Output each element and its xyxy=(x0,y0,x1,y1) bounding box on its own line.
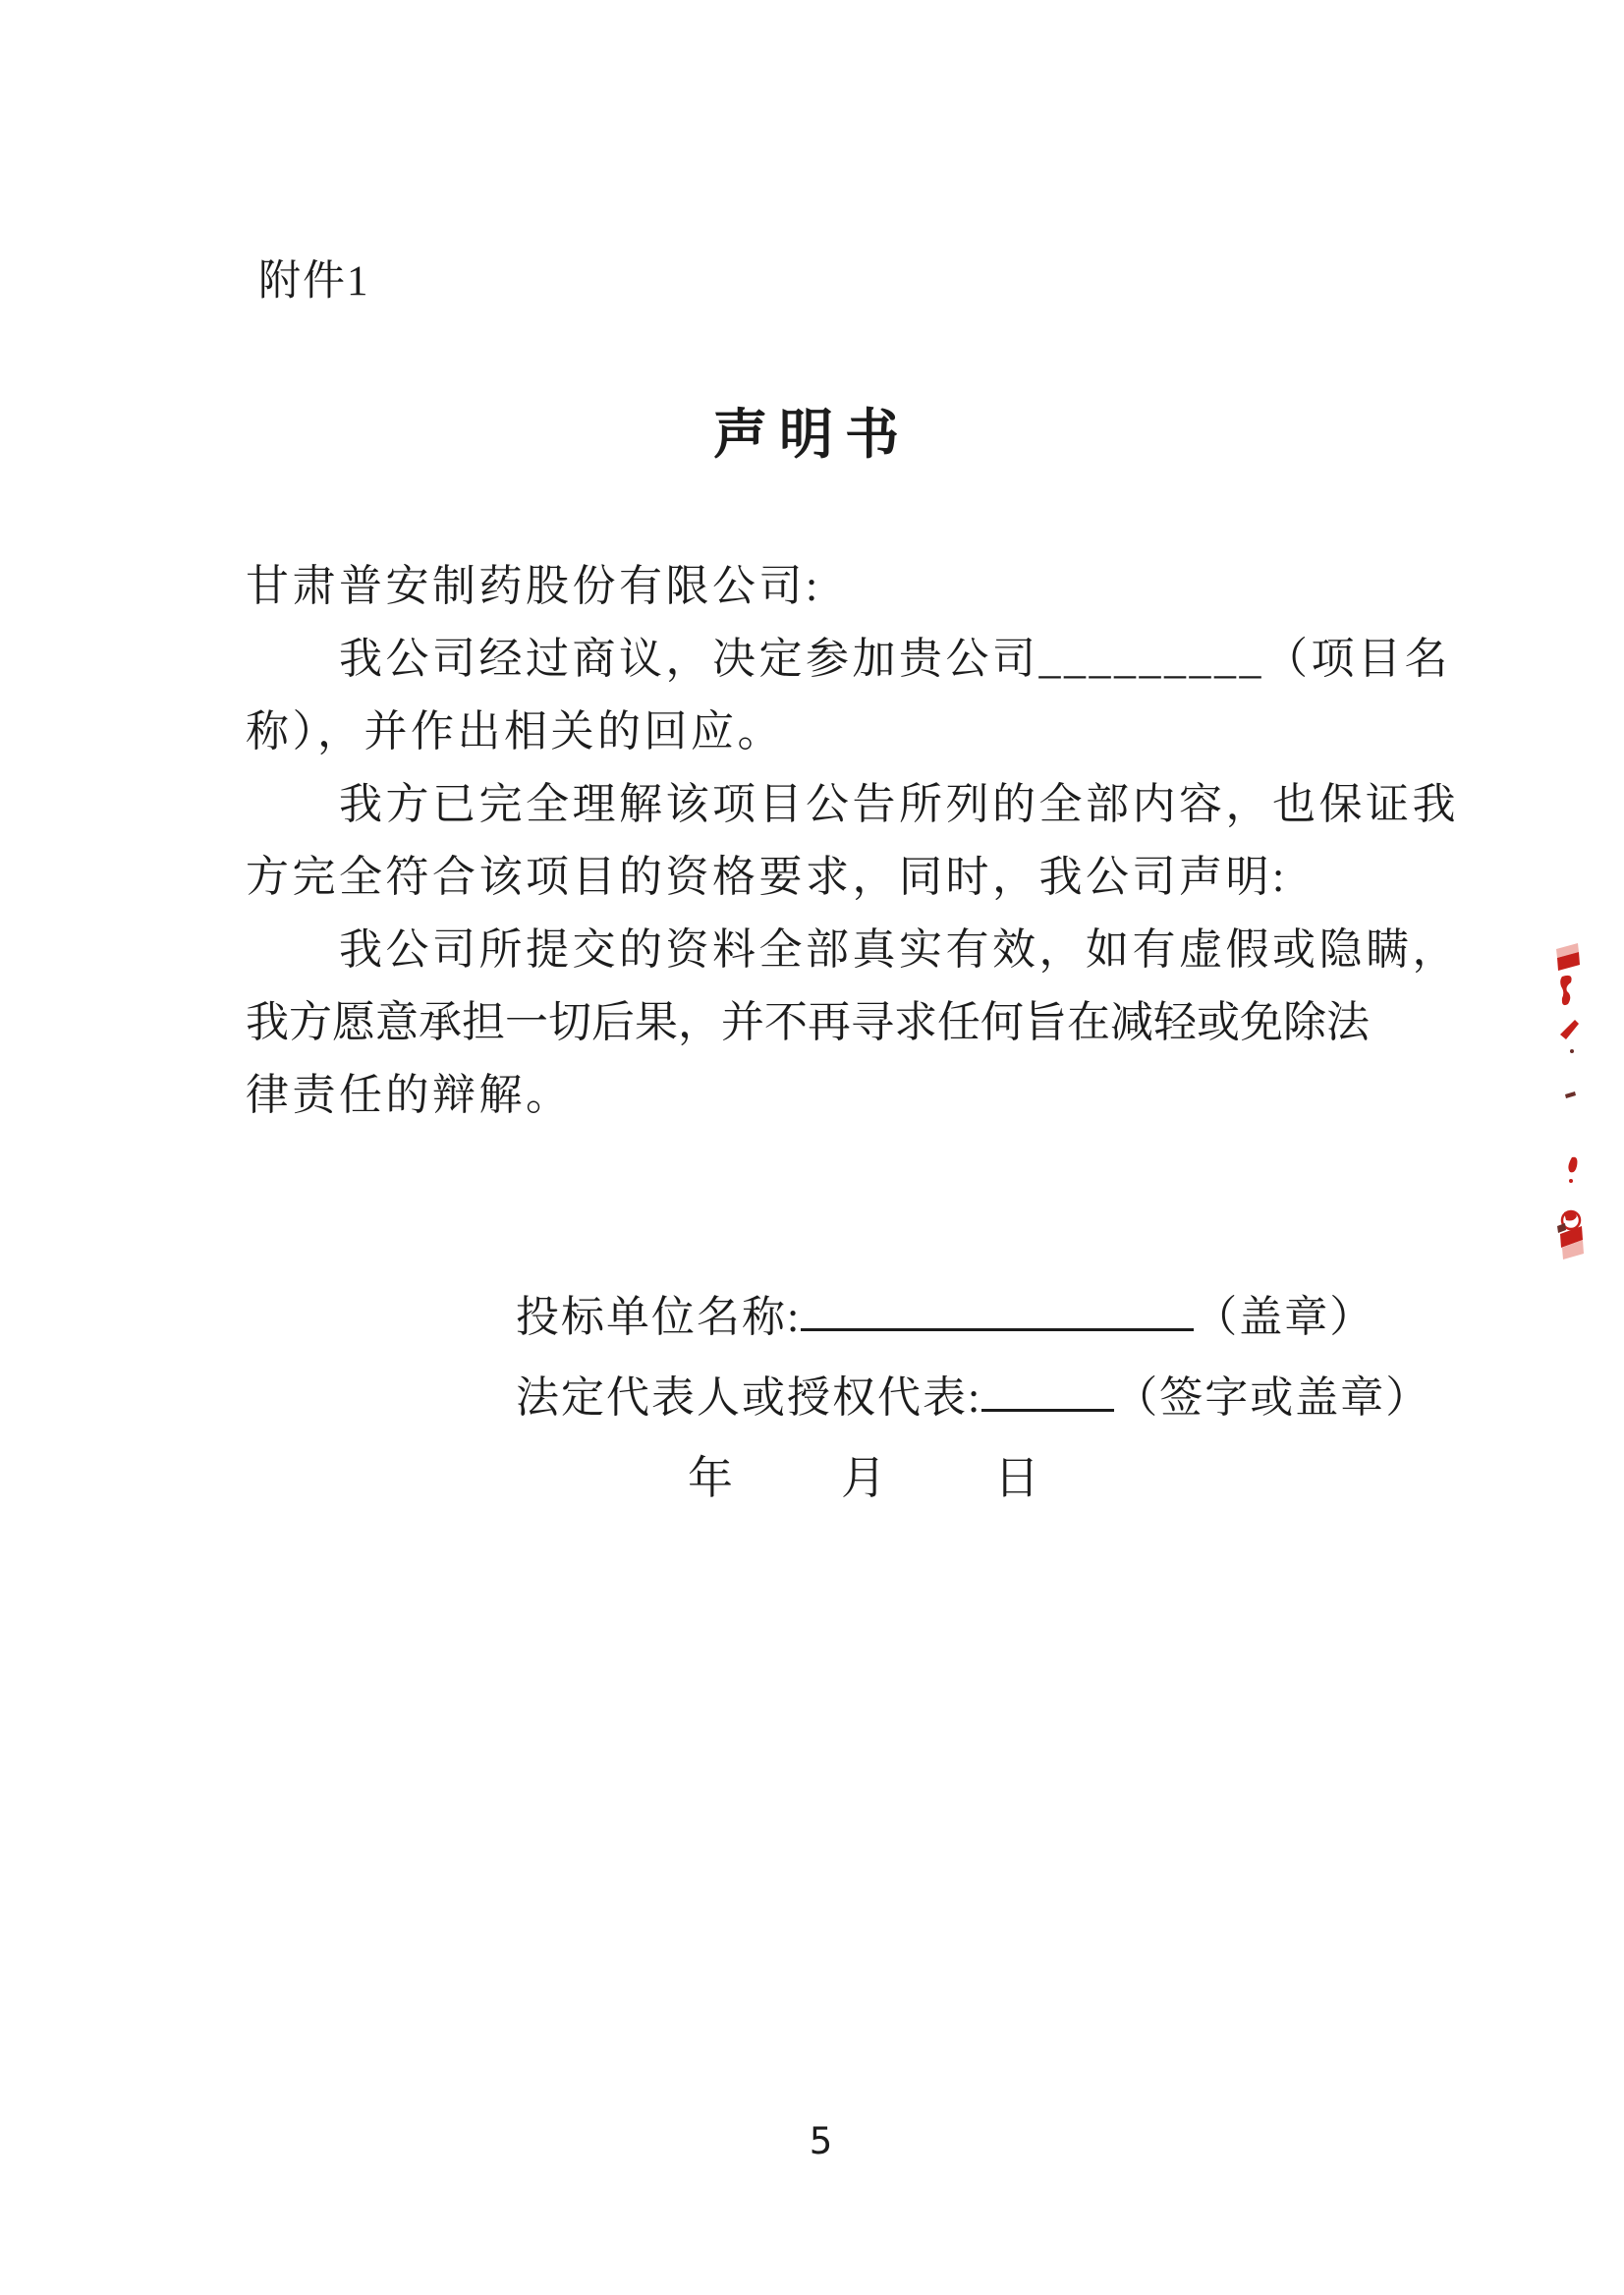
bid-unit-label: 投标单位名称: xyxy=(516,1293,802,1341)
body-line-3: 称），并作出相关的回应。 xyxy=(246,707,784,756)
representative-label: 法定代表人或授权代表: xyxy=(516,1373,982,1422)
sign-or-seal-note: （签字或盖章） xyxy=(1114,1373,1431,1422)
body-line-2: 我公司经过商议，决定参加贵公司_________（项目名 xyxy=(339,635,1451,683)
body-line-recipient: 甘肃普安制药股份有限公司: xyxy=(246,562,821,610)
page-number: 5 xyxy=(809,2120,833,2162)
body-line-5: 方完全符合该项目的资格要求，同时，我公司声明: xyxy=(246,853,1288,901)
seal-note: （盖章） xyxy=(1194,1293,1375,1341)
red-seal-fragment-icon xyxy=(1544,935,1584,1269)
declaration-body xyxy=(246,550,1484,1132)
signature-block xyxy=(516,1277,1430,1519)
representative-line xyxy=(516,1358,1430,1438)
bid-unit-name-blank[interactable] xyxy=(801,1288,1194,1331)
page-title: 声明书 xyxy=(712,405,911,465)
body-line-6: 我公司所提交的资料全部真实有效，如有虚假或隐瞒， xyxy=(339,925,1459,974)
bid-unit-line xyxy=(516,1277,1430,1358)
date-line: 年 月 日 xyxy=(688,1453,1045,1503)
body-line-7: 我方愿意承担一切后果，并不再寻求任何旨在减轻或免除法 xyxy=(246,998,1370,1046)
attachment-label: 附件1 xyxy=(258,258,370,305)
body-line-4: 我方已完全理解该项目公告所列的全部内容，也保证我 xyxy=(339,780,1459,828)
body-line-8: 律责任的辩解。 xyxy=(246,1071,573,1119)
representative-blank[interactable] xyxy=(981,1369,1114,1412)
